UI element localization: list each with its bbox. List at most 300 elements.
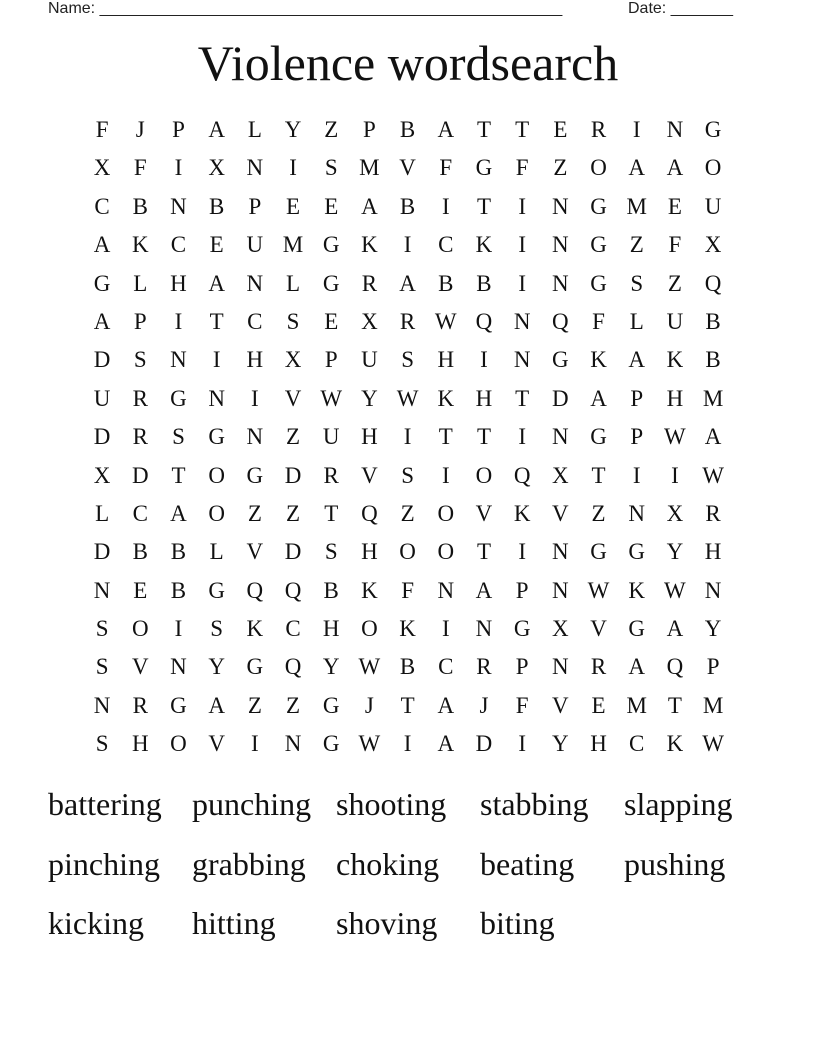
grid-letter: A bbox=[208, 117, 225, 142]
grid-letter: V bbox=[208, 731, 225, 757]
grid-letter: G bbox=[590, 270, 607, 296]
grid-letter: T bbox=[591, 462, 606, 488]
grid-letter: U bbox=[246, 232, 264, 258]
grid-letter: I bbox=[441, 193, 450, 219]
grid-letter: L bbox=[95, 500, 110, 526]
grid-letter: S bbox=[324, 155, 338, 181]
grid-letter: V bbox=[246, 539, 264, 565]
grid-letter: H bbox=[361, 539, 378, 565]
grid-letter: I bbox=[518, 731, 526, 757]
word-list-item: beating bbox=[480, 845, 575, 882]
grid-letter: V bbox=[475, 500, 493, 526]
grid-letter: P bbox=[515, 577, 529, 603]
grid-letter: I bbox=[403, 232, 412, 258]
grid-letter: O bbox=[399, 539, 416, 565]
grid-letter: W bbox=[434, 308, 457, 334]
grid-letter: V bbox=[552, 692, 569, 718]
word-list-item: punching bbox=[192, 786, 312, 822]
grid-letter: N bbox=[170, 347, 187, 373]
grid-letter: D bbox=[284, 462, 302, 488]
grid-letter: X bbox=[666, 500, 684, 526]
grid-letter: G bbox=[552, 347, 569, 373]
grid-letter: G bbox=[322, 232, 340, 258]
grid-letter: N bbox=[170, 654, 187, 680]
grid-letter: Z bbox=[629, 232, 644, 258]
word-list-item: shoving bbox=[336, 905, 438, 941]
grid-letter: W bbox=[702, 731, 724, 757]
grid-row bbox=[83, 111, 733, 149]
grid-letter: N bbox=[246, 155, 264, 181]
grid-letter: K bbox=[246, 616, 264, 642]
grid-letter: G bbox=[208, 424, 225, 450]
grid-letter: F bbox=[95, 117, 109, 142]
grid-letter: A bbox=[704, 424, 722, 450]
grid-letter: A bbox=[93, 308, 111, 334]
grid-letter: F bbox=[515, 155, 529, 181]
page-title: Violence wordsearch bbox=[197, 35, 619, 91]
grid-letter: I bbox=[671, 462, 679, 488]
grid-letter: D bbox=[284, 539, 302, 565]
grid-letter: W bbox=[664, 577, 686, 603]
grid-letter: K bbox=[437, 385, 455, 411]
grid-letter: X bbox=[361, 308, 378, 334]
grid-letter: M bbox=[702, 692, 724, 718]
grid-letter: I bbox=[518, 270, 526, 296]
grid-letter: B bbox=[399, 654, 416, 680]
grid-letter: P bbox=[324, 347, 338, 373]
grid-letter: C bbox=[170, 232, 187, 258]
grid-letter: O bbox=[170, 731, 187, 757]
grid-letter: Y bbox=[704, 616, 722, 642]
grid-letter: G bbox=[93, 270, 111, 296]
grid-letter: L bbox=[209, 539, 224, 565]
grid-letter: O bbox=[590, 155, 607, 181]
word-list-item: hitting bbox=[192, 905, 276, 941]
name-field-label: Name: ____________________________________________________ bbox=[48, 0, 563, 17]
grid-letter: T bbox=[476, 193, 491, 219]
word-list-item: shooting bbox=[336, 786, 447, 822]
grid-letter: B bbox=[399, 193, 416, 219]
grid-letter: R bbox=[590, 117, 607, 142]
grid-letter: I bbox=[632, 117, 641, 142]
grid-letter: G bbox=[590, 193, 607, 219]
grid-letter: E bbox=[591, 692, 606, 718]
grid-letter: X bbox=[284, 347, 302, 373]
grid-letter: N bbox=[552, 539, 569, 565]
grid-letter: C bbox=[247, 308, 263, 334]
word-list-row bbox=[48, 899, 768, 959]
grid-letter: R bbox=[476, 654, 492, 680]
grid-letter: E bbox=[324, 193, 339, 219]
grid-letter: Q bbox=[552, 308, 569, 334]
grid-letter: S bbox=[133, 347, 147, 373]
grid-letter: A bbox=[475, 577, 493, 603]
grid-row bbox=[83, 495, 733, 533]
grid-letter: U bbox=[322, 424, 340, 450]
grid-letter: E bbox=[286, 193, 301, 219]
grid-letter: P bbox=[133, 308, 147, 334]
grid-letter: G bbox=[628, 616, 646, 642]
grid-letter: H bbox=[322, 616, 340, 642]
grid-letter: Q bbox=[513, 462, 531, 488]
grid-letter: R bbox=[590, 654, 607, 680]
grid-letter: R bbox=[361, 270, 378, 296]
grid-letter: T bbox=[515, 385, 530, 411]
grid-letter: C bbox=[438, 654, 454, 680]
grid-letter: V bbox=[131, 654, 149, 680]
grid-letter: O bbox=[437, 539, 455, 565]
word-list-item: choking bbox=[336, 845, 440, 882]
grid-letter: Z bbox=[286, 500, 301, 526]
grid-letter: M bbox=[702, 385, 724, 411]
grid-letter: N bbox=[666, 117, 684, 142]
grid-letter: V bbox=[399, 155, 416, 181]
grid-letter: N bbox=[552, 232, 569, 258]
letter-grid bbox=[83, 111, 733, 764]
grid-letter: N bbox=[475, 616, 493, 642]
grid-letter: M bbox=[626, 193, 647, 219]
grid-letter: A bbox=[93, 232, 111, 258]
grid-letter: B bbox=[399, 117, 416, 142]
grid-letter: A bbox=[666, 155, 684, 181]
grid-letter: D bbox=[93, 539, 111, 565]
grid-letter: B bbox=[132, 193, 148, 219]
grid-row bbox=[83, 303, 733, 341]
grid-letter: E bbox=[667, 193, 682, 219]
grid-letter: I bbox=[212, 347, 221, 373]
grid-letter: K bbox=[475, 232, 493, 258]
grid-letter: N bbox=[284, 731, 302, 757]
grid-letter: C bbox=[132, 500, 148, 526]
grid-letter: G bbox=[208, 577, 225, 603]
grid-letter: N bbox=[704, 577, 722, 603]
grid-letter: P bbox=[248, 193, 262, 219]
grid-letter: R bbox=[132, 692, 148, 718]
grid-letter: S bbox=[95, 731, 109, 757]
grid-letter: B bbox=[705, 347, 721, 373]
grid-letter: W bbox=[358, 654, 381, 680]
grid-letter: P bbox=[515, 654, 529, 680]
grid-letter: F bbox=[401, 577, 414, 603]
grid-letter: K bbox=[666, 731, 684, 757]
grid-letter: D bbox=[93, 347, 111, 373]
grid-letter: I bbox=[518, 424, 526, 450]
grid-letter: U bbox=[704, 193, 722, 219]
grid-letter: W bbox=[664, 424, 686, 450]
grid-letter: T bbox=[476, 539, 491, 565]
grid-letter: O bbox=[437, 500, 455, 526]
grid-row bbox=[83, 725, 733, 763]
grid-letter: V bbox=[361, 462, 378, 488]
grid-letter: K bbox=[361, 577, 378, 603]
grid-letter: J bbox=[135, 117, 145, 142]
word-list-item: grabbing bbox=[192, 845, 306, 882]
grid-letter: W bbox=[320, 385, 343, 411]
grid-row bbox=[83, 572, 733, 610]
grid-letter: Z bbox=[247, 692, 262, 718]
grid-letter: Q bbox=[704, 270, 722, 296]
grid-row bbox=[83, 226, 733, 264]
grid-letter: N bbox=[628, 500, 646, 526]
grid-letter: Y bbox=[208, 654, 225, 680]
grid-row bbox=[83, 341, 733, 379]
grid-letter: A bbox=[399, 270, 416, 296]
grid-row bbox=[83, 457, 733, 495]
grid-letter: Z bbox=[286, 424, 301, 450]
grid-letter: F bbox=[439, 155, 453, 181]
grid-letter: T bbox=[324, 500, 339, 526]
grid-letter: A bbox=[208, 270, 225, 296]
grid-letter: I bbox=[174, 155, 183, 181]
grid-letter: P bbox=[172, 117, 185, 142]
grid-letter: F bbox=[515, 692, 529, 718]
grid-letter: Q bbox=[284, 577, 302, 603]
grid-letter: N bbox=[513, 308, 531, 334]
grid-letter: E bbox=[133, 577, 148, 603]
grid-letter: H bbox=[590, 731, 607, 757]
grid-letter: O bbox=[208, 462, 225, 488]
grid-letter: Y bbox=[284, 117, 302, 142]
grid-letter: I bbox=[251, 385, 259, 411]
grid-letter: J bbox=[364, 692, 374, 718]
grid-letter: H bbox=[704, 539, 722, 565]
grid-letter: A bbox=[628, 347, 646, 373]
grid-letter: I bbox=[403, 731, 412, 757]
grid-letter: S bbox=[286, 308, 300, 334]
grid-letter: S bbox=[95, 654, 109, 680]
grid-letter: G bbox=[590, 424, 607, 450]
word-list-item: slapping bbox=[624, 786, 733, 822]
grid-letter: Q bbox=[246, 577, 264, 603]
word-list-row bbox=[48, 840, 768, 900]
grid-letter: N bbox=[246, 424, 264, 450]
grid-letter: G bbox=[322, 731, 340, 757]
grid-letter: M bbox=[626, 692, 647, 718]
word-list-row bbox=[48, 780, 768, 840]
grid-row bbox=[83, 418, 733, 456]
grid-letter: R bbox=[132, 385, 148, 411]
grid-letter: W bbox=[358, 731, 381, 757]
grid-letter: X bbox=[208, 155, 225, 181]
grid-letter: S bbox=[95, 616, 109, 642]
grid-letter: N bbox=[246, 270, 264, 296]
word-list bbox=[48, 780, 768, 959]
grid-letter: I bbox=[480, 347, 488, 373]
grid-letter: K bbox=[361, 232, 378, 258]
grid-letter: I bbox=[632, 462, 641, 488]
grid-letter: K bbox=[131, 232, 149, 258]
grid-letter: K bbox=[513, 500, 531, 526]
grid-letter: I bbox=[441, 616, 450, 642]
grid-letter: D bbox=[552, 385, 569, 411]
grid-letter: Z bbox=[667, 270, 682, 296]
grid-letter: E bbox=[209, 232, 224, 258]
grid-letter: H bbox=[666, 385, 684, 411]
grid-letter: W bbox=[396, 385, 419, 411]
grid-letter: V bbox=[590, 616, 607, 642]
grid-letter: I bbox=[441, 462, 450, 488]
grid-row bbox=[83, 687, 733, 725]
grid-letter: P bbox=[630, 424, 644, 450]
grid-letter: H bbox=[131, 731, 149, 757]
word-list-item: pinching bbox=[48, 845, 160, 882]
grid-letter: N bbox=[437, 577, 455, 603]
grid-letter: V bbox=[284, 385, 302, 411]
grid-letter: N bbox=[552, 270, 569, 296]
grid-letter: D bbox=[93, 424, 111, 450]
grid-letter: P bbox=[363, 117, 376, 142]
grid-letter: K bbox=[666, 347, 684, 373]
grid-letter: K bbox=[628, 577, 646, 603]
grid-letter: Q bbox=[666, 654, 684, 680]
word-list-item: battering bbox=[48, 786, 162, 822]
grid-letter: B bbox=[323, 577, 339, 603]
grid-letter: B bbox=[438, 270, 454, 296]
grid-letter: C bbox=[94, 193, 110, 219]
grid-letter: T bbox=[476, 424, 491, 450]
grid-letter: E bbox=[324, 308, 339, 334]
grid-letter: L bbox=[133, 270, 148, 296]
grid-letter: I bbox=[174, 616, 183, 642]
grid-letter: N bbox=[552, 654, 569, 680]
grid-letter: S bbox=[324, 539, 338, 565]
grid-letter: I bbox=[289, 155, 297, 181]
grid-letter: R bbox=[705, 500, 721, 526]
grid-letter: U bbox=[361, 347, 378, 373]
grid-row bbox=[83, 648, 733, 686]
grid-letter: R bbox=[132, 424, 148, 450]
grid-letter: Q bbox=[284, 654, 302, 680]
grid-letter: N bbox=[93, 692, 111, 718]
grid-row bbox=[83, 265, 733, 303]
grid-letter: Z bbox=[591, 500, 606, 526]
grid-row bbox=[83, 610, 733, 648]
grid-row bbox=[83, 149, 733, 187]
grid-letter: B bbox=[476, 270, 492, 296]
grid-letter: Z bbox=[553, 155, 568, 181]
grid-letter: G bbox=[475, 155, 493, 181]
grid-letter: H bbox=[170, 270, 187, 296]
word-list-item: pushing bbox=[624, 845, 726, 882]
grid-letter: Q bbox=[475, 308, 493, 334]
grid-letter: B bbox=[705, 308, 721, 334]
grid-letter: C bbox=[438, 232, 454, 258]
grid-letter: Z bbox=[400, 500, 415, 526]
grid-letter: D bbox=[131, 462, 149, 488]
grid-letter: N bbox=[170, 193, 187, 219]
grid-letter: I bbox=[518, 193, 526, 219]
header bbox=[0, 0, 816, 22]
grid-letter: W bbox=[702, 462, 724, 488]
grid-letter: P bbox=[630, 385, 644, 411]
grid-letter: K bbox=[590, 347, 607, 373]
grid-letter: T bbox=[171, 462, 186, 488]
grid-letter: A bbox=[628, 654, 646, 680]
grid-letter: S bbox=[401, 347, 414, 373]
grid-letter: S bbox=[401, 462, 414, 488]
grid-letter: Y bbox=[552, 731, 569, 757]
grid-letter: Z bbox=[286, 692, 301, 718]
grid-letter: P bbox=[706, 654, 720, 680]
grid-letter: F bbox=[133, 155, 147, 181]
grid-letter: S bbox=[210, 616, 224, 642]
grid-letter: I bbox=[518, 232, 526, 258]
grid-letter: G bbox=[513, 616, 531, 642]
grid-letter: X bbox=[704, 232, 722, 258]
grid-letter: N bbox=[552, 424, 569, 450]
grid-letter: A bbox=[590, 385, 607, 411]
grid-letter: Z bbox=[247, 500, 262, 526]
grid-letter: I bbox=[251, 731, 259, 757]
grid-letter: L bbox=[247, 117, 262, 142]
grid-letter: N bbox=[552, 577, 569, 603]
grid-letter: I bbox=[174, 308, 183, 334]
grid-letter: A bbox=[437, 731, 455, 757]
grid-letter: H bbox=[475, 385, 493, 411]
grid-letter: X bbox=[552, 616, 569, 642]
grid-letter: A bbox=[666, 616, 684, 642]
grid-letter: Z bbox=[324, 117, 339, 142]
word-list-item: biting bbox=[480, 905, 555, 941]
grid-letter: T bbox=[209, 308, 224, 334]
grid-letter: B bbox=[170, 539, 187, 565]
grid-letter: B bbox=[208, 193, 225, 219]
word-list-item: kicking bbox=[48, 905, 144, 941]
grid-letter: R bbox=[399, 308, 416, 334]
date-field-label: Date: _______ bbox=[628, 0, 733, 17]
grid-letter: C bbox=[629, 731, 645, 757]
grid-letter: A bbox=[361, 193, 378, 219]
grid-letter: J bbox=[479, 692, 489, 718]
grid-letter: A bbox=[437, 692, 455, 718]
grid-letter: B bbox=[132, 539, 148, 565]
grid-letter: G bbox=[170, 385, 187, 411]
grid-letter: G bbox=[590, 232, 607, 258]
grid-letter: R bbox=[323, 462, 339, 488]
grid-letter: A bbox=[437, 117, 455, 142]
grid-letter: C bbox=[285, 616, 301, 642]
grid-letter: G bbox=[590, 539, 607, 565]
grid-letter: O bbox=[704, 155, 722, 181]
grid-letter: T bbox=[476, 117, 491, 142]
grid-letter: N bbox=[93, 577, 111, 603]
grid-letter: V bbox=[552, 500, 569, 526]
grid-letter: S bbox=[630, 270, 644, 296]
grid-letter: O bbox=[131, 616, 149, 642]
grid-letter: T bbox=[515, 117, 530, 142]
grid-letter: N bbox=[552, 193, 569, 219]
grid-letter: T bbox=[400, 692, 415, 718]
grid-letter: O bbox=[475, 462, 493, 488]
grid-letter: X bbox=[93, 155, 111, 181]
grid-letter: D bbox=[475, 731, 493, 757]
grid-row bbox=[83, 380, 733, 418]
word-list-item: stabbing bbox=[480, 786, 589, 822]
grid-letter: O bbox=[361, 616, 378, 642]
grid-letter: G bbox=[628, 539, 646, 565]
grid-letter: L bbox=[286, 270, 301, 296]
grid-letter: H bbox=[361, 424, 378, 450]
grid-letter: M bbox=[359, 155, 380, 181]
grid-letter: I bbox=[518, 539, 526, 565]
grid-letter: F bbox=[668, 232, 682, 258]
grid-letter: W bbox=[587, 577, 610, 603]
grid-letter: Y bbox=[361, 385, 378, 411]
grid-letter: A bbox=[628, 155, 646, 181]
grid-letter: M bbox=[282, 232, 304, 258]
grid-letter: A bbox=[170, 500, 187, 526]
grid-letter: K bbox=[399, 616, 416, 642]
